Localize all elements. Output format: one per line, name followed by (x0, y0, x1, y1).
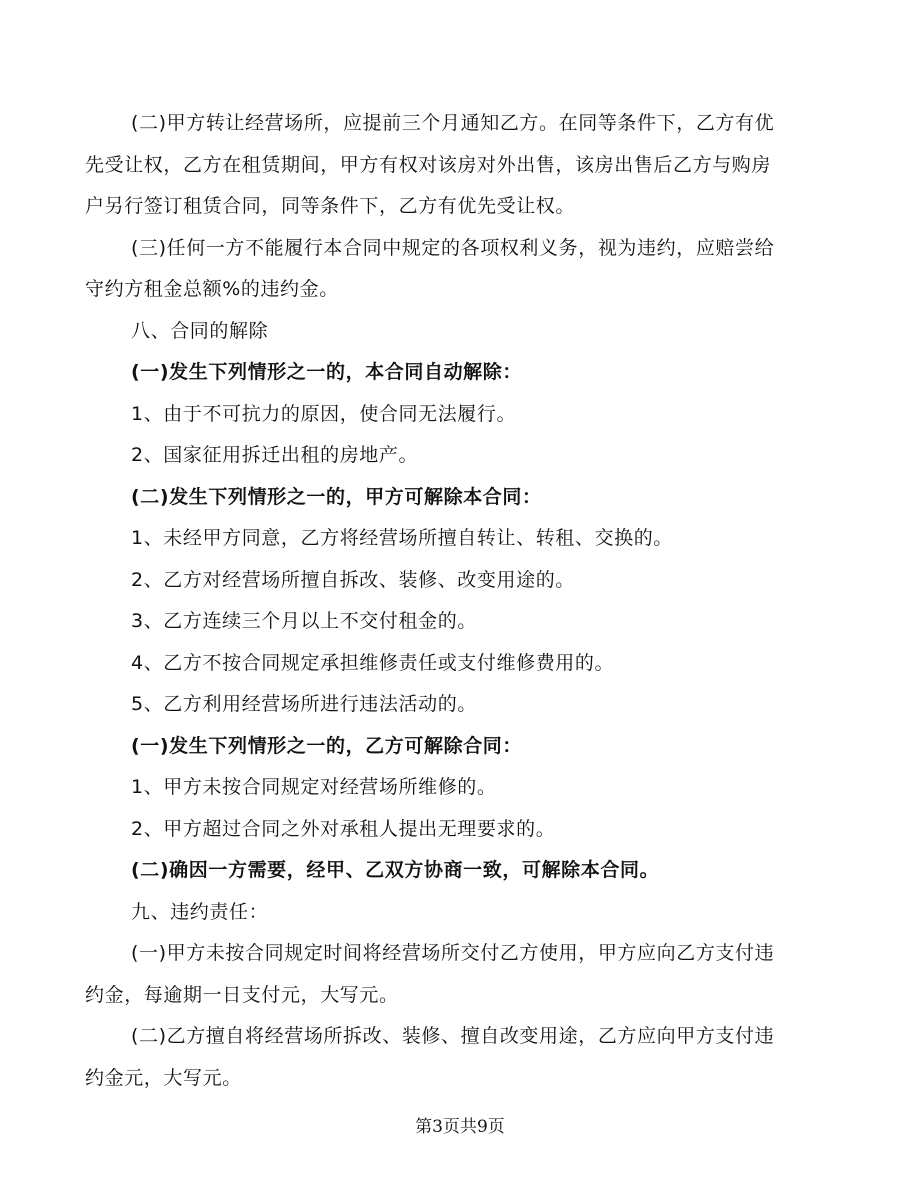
paragraph-line: 守约方租金总额%的违约金。 (85, 278, 339, 300)
paragraph-line: 3、乙方连续三个月以上不交付租金的。 (131, 610, 477, 632)
paragraph (131, 518, 811, 560)
paragraph-line: (一)发生下列情形之一的，乙方可解除合同： (131, 734, 522, 757)
paragraph (131, 684, 811, 726)
paragraph-line: (二)乙方擅自将经营场所拆改、装修、擅自改变用途，乙方应向甲方支付违 (131, 1025, 775, 1047)
paragraph (131, 643, 811, 685)
bold-paragraph (131, 477, 811, 519)
paragraph-line: 九、违约责任： (131, 900, 269, 923)
paragraph (131, 560, 811, 602)
paragraph-line: 约金元，大写元。 (85, 1066, 242, 1089)
paragraph (131, 394, 811, 436)
bold-paragraph (131, 850, 811, 892)
paragraph (131, 767, 811, 809)
paragraph-line: 2、乙方对经营场所擅自拆改、装修、改变用途的。 (131, 568, 575, 591)
paragraph-line: 八、合同的解除 (131, 319, 269, 342)
paragraph-line: (三)任何一方不能履行本合同中规定的各项权利义务，视为违约，应赔尝给 (131, 236, 775, 259)
paragraph-line: (二)确因一方需要，经甲、乙双方协商一致，可解除本合同。 (131, 859, 660, 881)
paragraph (131, 311, 811, 353)
paragraph (85, 1016, 811, 1099)
bold-paragraph (131, 726, 811, 768)
paragraph (131, 435, 811, 477)
paragraph-line: (一)甲方未按合同规定时间将经营场所交付乙方使用，甲方应向乙方支付违 (131, 942, 775, 964)
paragraph (131, 809, 811, 851)
paragraph-line: 2、甲方超过合同之外对承租人提出无理要求的。 (131, 817, 556, 840)
paragraph-line: 先受让权，乙方在租赁期间，甲方有权对该房对外出售，该房出售后乙方与购房 (85, 153, 772, 176)
document-body (85, 103, 811, 1099)
paragraph-line: 1、未经甲方同意，乙方将经营场所擅自转让、转租、交换的。 (131, 527, 673, 549)
paragraph-line: 1、由于不可抗力的原因，使合同无法履行。 (131, 402, 517, 425)
paragraph-line: (一)发生下列情形之一的，本合同自动解除： (131, 361, 522, 383)
paragraph-line: 1、甲方未按合同规定对经营场所维修的。 (131, 776, 497, 798)
paragraph-line: 4、乙方不按合同规定承担维修责任或支付维修费用的。 (131, 651, 615, 674)
bold-paragraph (131, 352, 811, 394)
paragraph-line: (二)甲方转让经营场所，应提前三个月通知乙方。在同等条件下，乙方有优 (131, 112, 775, 134)
paragraph (85, 103, 811, 228)
paragraph (131, 601, 811, 643)
paragraph-line: (二)发生下列情形之一的，甲方可解除本合同： (131, 485, 542, 508)
paragraph (85, 933, 811, 1016)
paragraph (131, 892, 811, 934)
paragraph-line: 户另行签订租赁合同，同等条件下，乙方有优先受让权。 (85, 195, 576, 217)
page-number-footer: 第3页共9页 (415, 1117, 505, 1137)
paragraph (85, 228, 811, 311)
paragraph-line: 2、国家征用拆迁出租的房地产。 (131, 444, 419, 466)
paragraph-line: 5、乙方利用经营场所进行违法活动的。 (131, 693, 477, 715)
paragraph-line: 约金，每逾期一日支付元，大写元。 (85, 983, 399, 1006)
